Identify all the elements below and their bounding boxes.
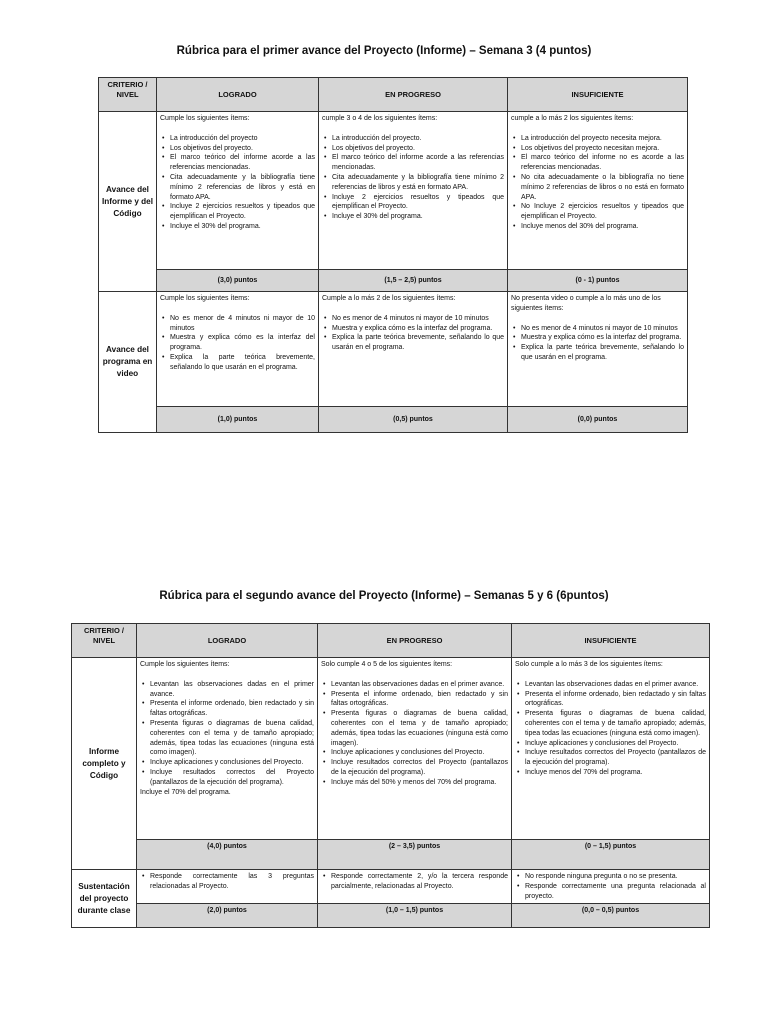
descriptor-list bbox=[322, 134, 504, 222]
descriptor-item: • Incluye aplicaciones y conclusiones del Proyecto. bbox=[150, 758, 314, 768]
descriptor-item: • Incluye resultados correctos del Proyecto (pantallazos de la ejecución del programa). bbox=[150, 768, 314, 788]
descriptor-item: • Responde correctamente una pregunta relacionada al proyecto. bbox=[525, 882, 706, 902]
score-cell: (1,0 – 1,5) puntos bbox=[318, 904, 512, 928]
descriptor-item: • La introducción del proyecto. bbox=[332, 134, 504, 144]
score-row bbox=[99, 407, 688, 433]
criterion-cell: Avance del programa en video bbox=[99, 292, 157, 433]
score-cell: (1,0) puntos bbox=[157, 407, 319, 433]
descriptor-list bbox=[160, 134, 315, 232]
score-row bbox=[72, 904, 710, 928]
descriptor-intro: Solo cumple a lo más 3 de los siguientes ítems: bbox=[515, 661, 663, 668]
level-header: INSUFICIENTE bbox=[512, 624, 710, 658]
score-cell: (4,0) puntos bbox=[137, 840, 318, 870]
descriptor-cell bbox=[319, 112, 508, 270]
rubric-2-title: Rúbrica para el segundo avance del Proyecto (Informe) – Semanas 5 y 6 (6puntos) bbox=[159, 590, 609, 602]
descriptor-item: • Responde correctamente 2, y/o la tercera responde parcialmente, relacionadas al Proyecto. bbox=[331, 872, 508, 892]
descriptor-cell bbox=[137, 658, 318, 840]
spacer bbox=[160, 124, 315, 134]
score-cell: (1,5 – 2,5) puntos bbox=[319, 270, 508, 292]
descriptor-intro: Cumple a lo más 2 de los siguientes ítems: bbox=[322, 295, 456, 302]
level-header: LOGRADO bbox=[137, 624, 318, 658]
spacer bbox=[515, 670, 706, 680]
descriptor-cell bbox=[137, 870, 318, 904]
descriptor-item: • Cita adecuadamente y la bibliografía tiene mínimo 2 referencias de libros y está en formato APA. bbox=[170, 173, 315, 202]
descriptor-item: • Muestra y explica cómo es la interfaz del programa. bbox=[521, 333, 684, 343]
descriptor-intro: No presenta video o cumple a lo más uno de los siguientes ítems: bbox=[511, 295, 661, 312]
descriptor-note: Incluye el 70% del programa. bbox=[140, 788, 231, 796]
level-header: EN PROGRESO bbox=[318, 624, 512, 658]
rubric-1-title: Rúbrica para el primer avance del Proyecto (Informe) – Semana 3 (4 puntos) bbox=[176, 45, 592, 57]
score-cell: (0 - 1) puntos bbox=[508, 270, 688, 292]
criterion-cell: Sustentación del proyecto durante clase bbox=[72, 870, 137, 928]
descriptor-item: • Presenta el informe ordenado, bien redactado y sin faltas ortográficas. bbox=[331, 690, 508, 710]
descriptor-list bbox=[321, 872, 508, 892]
descriptor-list bbox=[511, 134, 684, 232]
descriptor-item: • Incluye resultados correctos del Proyecto (pantallazos de la ejecución del programa). bbox=[331, 758, 508, 778]
descriptor-intro: Cumple los siguientes ítems: bbox=[160, 295, 250, 302]
descriptor-item: • Incluye aplicaciones y conclusiones del Proyecto. bbox=[525, 739, 706, 749]
descriptor-item: • Los objetivos del proyecto. bbox=[170, 144, 315, 154]
descriptor-item: • No responde ninguna pregunta o no se presenta. bbox=[525, 872, 706, 882]
descriptor-intro: cumple 3 o 4 de los siguientes ítems: bbox=[322, 115, 438, 122]
score-row bbox=[72, 840, 710, 870]
descriptor-item: • Incluye menos del 30% del programa. bbox=[521, 222, 684, 232]
descriptor-cell bbox=[318, 658, 512, 840]
descriptor-item: • Explica la parte teórica brevemente, señalando lo que usarán en el programa. bbox=[332, 333, 504, 353]
spacer bbox=[322, 124, 504, 134]
descriptor-list bbox=[321, 680, 508, 788]
descriptor-item: • No Incluye 2 ejercicios resueltos y tipeados que ejemplifican el Proyecto. bbox=[521, 202, 684, 222]
score-cell: (2,0) puntos bbox=[137, 904, 318, 928]
descriptor-cell bbox=[508, 112, 688, 270]
spacer bbox=[322, 304, 504, 314]
rubric-2-table bbox=[71, 623, 710, 928]
descriptor-list bbox=[140, 680, 314, 788]
score-cell: (3,0) puntos bbox=[157, 270, 319, 292]
descriptor-item: • Los objetivos del proyecto necesitan mejora. bbox=[521, 144, 684, 154]
spacer bbox=[321, 670, 508, 680]
criterion-row bbox=[99, 112, 688, 270]
criterion-cell: Avance del Informe y del Código bbox=[99, 112, 157, 292]
descriptor-item: • La introducción del proyecto bbox=[170, 134, 315, 144]
descriptor-cell bbox=[508, 292, 688, 407]
descriptor-cell bbox=[512, 870, 710, 904]
descriptor-item: • Incluye aplicaciones y conclusiones del Proyecto. bbox=[331, 748, 508, 758]
descriptor-item: • El marco teórico del informe no es acorde a las referencias mencionadas. bbox=[521, 153, 684, 173]
criterion-header: CRITERIO / NIVEL bbox=[72, 624, 137, 658]
descriptor-item: • Presenta figuras o diagramas de buena calidad, coherentes con el tema y de tamaño apropiado; además, tipea todas las ecuaciones (ninguna está como imagen). bbox=[331, 709, 508, 748]
descriptor-item: • Incluye resultados correctos del Proyecto (pantallazos de la ejecución del programa). bbox=[525, 748, 706, 768]
descriptor-cell bbox=[319, 292, 508, 407]
descriptor-item: • Explica la parte teórica brevemente, señalando lo que usarán en el programa. bbox=[170, 353, 315, 373]
criterion-row bbox=[72, 658, 710, 840]
score-row bbox=[99, 270, 688, 292]
descriptor-item: • No es menor de 4 minutos ni mayor de 10 minutos bbox=[332, 314, 504, 324]
spacer bbox=[140, 670, 314, 680]
descriptor-item: • El marco teórico del informe acorde a las referencias mencionadas. bbox=[332, 153, 504, 173]
descriptor-cell bbox=[157, 112, 319, 270]
criterion-row bbox=[99, 292, 688, 407]
descriptor-item: • Incluye 2 ejercicios resueltos y tipeados que ejemplifican el Proyecto. bbox=[332, 193, 504, 213]
criterion-header: CRITERIO / NIVEL bbox=[99, 78, 157, 112]
header-row bbox=[72, 624, 710, 658]
descriptor-item: • Presenta el informe ordenado, bien redactado y sin faltas ortográficas. bbox=[150, 699, 314, 719]
descriptor-cell bbox=[157, 292, 319, 407]
descriptor-item: • Incluye 2 ejercicios resueltos y tipeados que ejemplifican el Proyecto. bbox=[170, 202, 315, 222]
descriptor-list bbox=[322, 314, 504, 353]
descriptor-item: • Presenta figuras o diagramas de buena calidad, coherentes con el tema y de tamaño apropiado; además, tipea todas las ecuaciones (ninguna está como imagen). bbox=[150, 719, 314, 758]
descriptor-list bbox=[140, 872, 314, 892]
descriptor-intro: cumple a lo más 2 los siguientes ítems: bbox=[511, 115, 634, 122]
descriptor-item: • Incluye el 30% del programa. bbox=[170, 222, 315, 232]
descriptor-intro: Solo cumple 4 o 5 de los siguientes ítems: bbox=[321, 661, 453, 668]
descriptor-item: • No cita adecuadamente o la bibliografía no tiene mínimo 2 referencias de libros o no está en formato APA. bbox=[521, 173, 684, 202]
descriptor-item: • Explica la parte teórica brevemente, señalando lo que usarán en el programa. bbox=[521, 343, 684, 363]
score-cell: (2 – 3,5) puntos bbox=[318, 840, 512, 870]
descriptor-list bbox=[160, 314, 315, 373]
score-cell: (0,0) puntos bbox=[508, 407, 688, 433]
descriptor-item: • Levantan las observaciones dadas en el primer avance. bbox=[150, 680, 314, 700]
descriptor-item: • Muestra y explica cómo es la interfaz del programa. bbox=[170, 333, 315, 353]
descriptor-item: • Incluye el 30% del programa. bbox=[332, 212, 504, 222]
descriptor-item: • Muestra y explica cómo es la interfaz del programa. bbox=[332, 324, 504, 334]
descriptor-intro: Cumple los siguientes ítems: bbox=[140, 661, 230, 668]
descriptor-item: • Incluye más del 50% y menos del 70% del programa. bbox=[331, 778, 508, 788]
descriptor-item: • La introducción del proyecto necesita mejora. bbox=[521, 134, 684, 144]
score-cell: (0 – 1,5) puntos bbox=[512, 840, 710, 870]
descriptor-item: • Presenta figuras o diagramas de buena calidad, coherentes con el tema y de tamaño apropiado; además, tipea todas las ecuaciones (ninguna está como imagen). bbox=[525, 709, 706, 738]
descriptor-list bbox=[511, 324, 684, 363]
descriptor-cell bbox=[318, 870, 512, 904]
descriptor-list bbox=[515, 872, 706, 901]
descriptor-item: • Levantan las observaciones dadas en el primer avance. bbox=[525, 680, 706, 690]
descriptor-item: • Responde correctamente las 3 preguntas relacionadas al Proyecto. bbox=[150, 872, 314, 892]
descriptor-item: • Los objetivos del proyecto. bbox=[332, 144, 504, 154]
level-header: INSUFICIENTE bbox=[508, 78, 688, 112]
descriptor-intro: Cumple los siguientes ítems: bbox=[160, 115, 250, 122]
header-row bbox=[99, 78, 688, 112]
level-header: EN PROGRESO bbox=[319, 78, 508, 112]
rubric-1-table bbox=[98, 77, 688, 433]
level-header: LOGRADO bbox=[157, 78, 319, 112]
spacer bbox=[511, 314, 684, 324]
descriptor-item: • No es menor de 4 minutos ni mayor de 10 minutos bbox=[170, 314, 315, 334]
descriptor-item: • Levantan las observaciones dadas en el primer avance. bbox=[331, 680, 508, 690]
score-cell: (0,0 – 0,5) puntos bbox=[512, 904, 710, 928]
spacer bbox=[160, 304, 315, 314]
descriptor-list bbox=[515, 680, 706, 778]
score-cell: (0,5) puntos bbox=[319, 407, 508, 433]
descriptor-item: • El marco teórico del informe acorde a las referencias mencionadas. bbox=[170, 153, 315, 173]
spacer bbox=[511, 124, 684, 134]
descriptor-item: • Presenta el informe ordenado, bien redactado y sin faltas ortográficas. bbox=[525, 690, 706, 710]
descriptor-item: • Cita adecuadamente y la bibliografía tiene mínimo 2 referencias de libros y está en formato APA. bbox=[332, 173, 504, 193]
descriptor-cell bbox=[512, 658, 710, 840]
descriptor-item: • No es menor de 4 minutos ni mayor de 10 minutos bbox=[521, 324, 684, 334]
criterion-row bbox=[72, 870, 710, 904]
criterion-cell: Informe completo y Código bbox=[72, 658, 137, 870]
descriptor-item: • Incluye menos del 70% del programa. bbox=[525, 768, 706, 778]
